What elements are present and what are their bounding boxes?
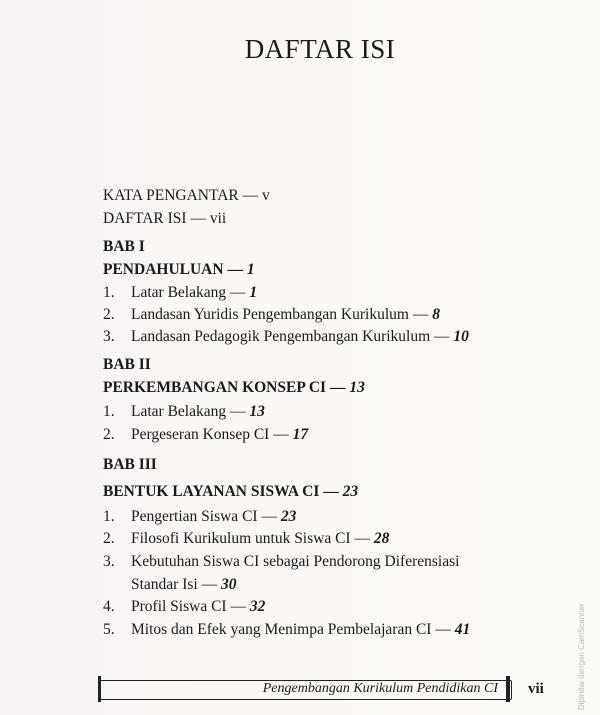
toc-page: vii bbox=[209, 210, 227, 227]
chapter-page: 1 bbox=[246, 261, 255, 278]
toc-sep: — bbox=[431, 621, 455, 638]
page-number: vii bbox=[528, 681, 544, 697]
footer-frame-left bbox=[98, 676, 101, 702]
toc-item bbox=[131, 306, 440, 324]
item-number: 4. bbox=[103, 598, 115, 615]
chapter-title-text: PERKEMBANGAN KONSEP CI bbox=[103, 379, 327, 396]
item-text: Profil Siswa CI bbox=[131, 598, 227, 615]
toc-label: KATA PENGANTAR bbox=[103, 187, 239, 204]
footer-book-title: Pengembangan Kurikulum Pendidikan CI bbox=[262, 681, 498, 696]
chapter-label-3: BAB III bbox=[103, 456, 157, 473]
chapter-label-2: BAB II bbox=[103, 356, 151, 373]
toc-item bbox=[131, 328, 469, 346]
chapter-title-text: PENDAHULUAN bbox=[103, 261, 224, 278]
item-text: Standar Isi bbox=[131, 576, 198, 593]
toc-sep: — bbox=[197, 576, 221, 593]
item-page: 30 bbox=[220, 576, 237, 593]
toc-sep: — bbox=[186, 210, 210, 227]
chapter-title-1 bbox=[103, 261, 255, 279]
item-number: 2. bbox=[103, 306, 115, 323]
toc-item bbox=[131, 598, 265, 616]
toc-item bbox=[131, 426, 308, 444]
chapter-title-text: BENTUK LAYANAN SISWA CI bbox=[103, 483, 320, 500]
scanner-watermark: Dipindai dengan CamScanner bbox=[577, 603, 586, 710]
item-page: 23 bbox=[280, 508, 297, 525]
toc-item-continued bbox=[131, 576, 236, 594]
chapter-title-2 bbox=[103, 379, 365, 397]
item-number: 5. bbox=[103, 621, 115, 638]
toc-sep: — bbox=[326, 379, 350, 396]
toc-sep: — bbox=[257, 508, 281, 525]
item-text: Pengertian Siswa CI bbox=[131, 508, 258, 525]
chapter-page: 13 bbox=[349, 379, 365, 396]
item-page: 10 bbox=[453, 328, 469, 345]
item-page: 1 bbox=[249, 284, 258, 301]
item-number: 2. bbox=[103, 426, 115, 443]
chapter-page: 23 bbox=[342, 483, 359, 500]
footer-frame-right bbox=[506, 676, 510, 702]
toc-sep: — bbox=[238, 187, 262, 204]
item-number: 1. bbox=[103, 403, 115, 420]
toc-item bbox=[131, 530, 389, 548]
page-title: DAFTAR ISI bbox=[244, 34, 396, 64]
item-page: 32 bbox=[249, 598, 266, 615]
toc-label: DAFTAR ISI bbox=[103, 210, 187, 227]
toc-sep: — bbox=[319, 483, 343, 500]
item-page: 41 bbox=[454, 621, 471, 638]
item-page: 28 bbox=[373, 530, 390, 547]
toc-page: v bbox=[261, 187, 270, 204]
item-text: Landasan Yuridis Pengembangan Kurikulum bbox=[131, 306, 409, 323]
item-number: 3. bbox=[103, 553, 115, 570]
item-text: Filosofi Kurikulum untuk Siswa CI bbox=[131, 530, 351, 547]
item-text: Mitos dan Efek yang Menimpa Pembelajaran CI bbox=[131, 621, 432, 638]
toc-item bbox=[131, 284, 257, 302]
toc-sep: — bbox=[430, 328, 454, 345]
item-number: 1. bbox=[103, 508, 115, 525]
item-text: Pergeseran Konsep CI bbox=[131, 426, 270, 443]
item-number: 2. bbox=[103, 530, 115, 547]
toc-sep: — bbox=[226, 598, 250, 615]
item-text: Landasan Pedagogik Pengembangan Kurikulum bbox=[131, 328, 431, 345]
item-page: 17 bbox=[292, 426, 309, 443]
toc-sep: — bbox=[408, 306, 433, 323]
toc-item: Kebutuhan Siswa CI sebagai Pendorong Diferensiasi bbox=[131, 553, 460, 570]
item-page: 8 bbox=[432, 306, 440, 323]
toc-item bbox=[131, 403, 265, 421]
item-number: 3. bbox=[103, 328, 115, 345]
item-text: Latar Belakang bbox=[131, 403, 227, 420]
toc-item bbox=[131, 508, 296, 526]
toc-sep: — bbox=[226, 284, 250, 301]
toc-sep: — bbox=[223, 261, 247, 278]
toc-entry-kata-pengantar bbox=[103, 187, 270, 205]
item-number: 1. bbox=[103, 284, 115, 301]
item-page: 13 bbox=[249, 403, 265, 420]
toc-sep: — bbox=[350, 530, 374, 547]
chapter-label-1: BAB I bbox=[103, 238, 145, 255]
toc-entry-daftar-isi bbox=[103, 210, 226, 228]
toc-sep: — bbox=[226, 403, 250, 420]
chapter-title-3 bbox=[103, 483, 358, 501]
item-text: Latar Belakang bbox=[131, 284, 227, 301]
toc-item bbox=[131, 621, 470, 639]
toc-sep: — bbox=[269, 426, 293, 443]
